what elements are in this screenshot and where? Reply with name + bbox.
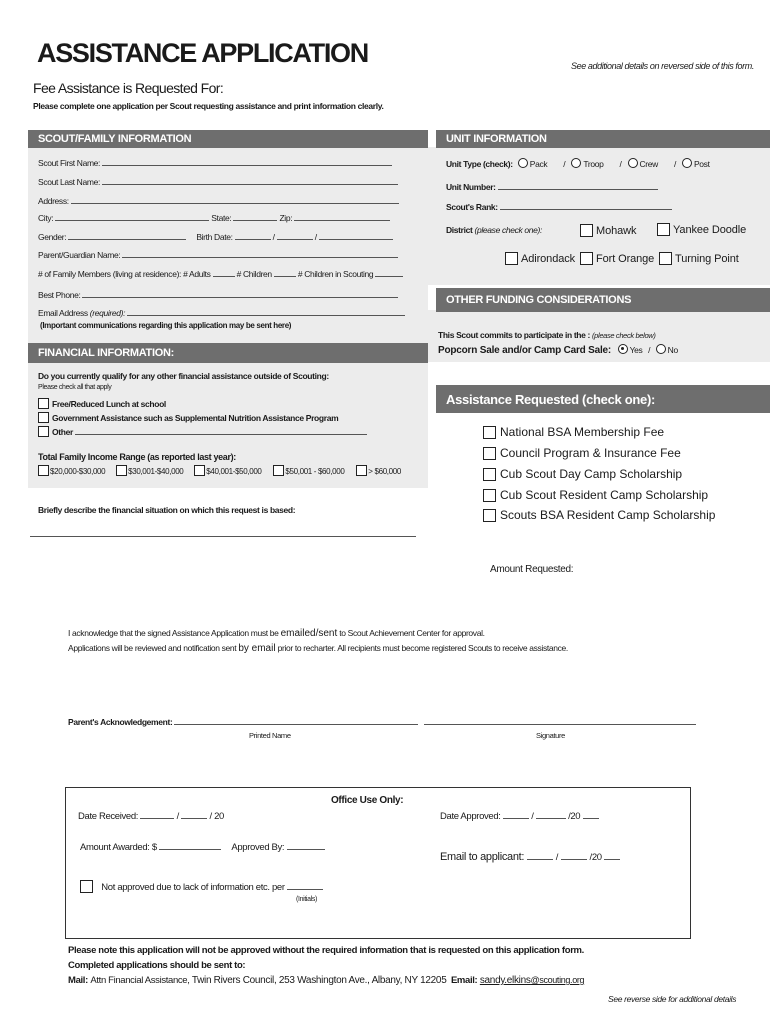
describe-label: Briefly describe the financial situation on which this request is based: — [38, 505, 296, 515]
form-subtitle: Fee Assistance is Requested For: — [33, 80, 224, 96]
funding-commit-label: This Scout commits to participate in the : — [438, 330, 591, 340]
state-label: State: — [211, 213, 232, 223]
family-members-field[interactable] — [38, 268, 403, 279]
checkbox-icon — [483, 489, 496, 502]
amount-awarded-field[interactable]: Amount Awarded: $ Approved By: — [80, 841, 325, 853]
zip-label: Zip: — [279, 213, 293, 223]
income-range-1[interactable]: $20,000-$30,000 — [38, 467, 105, 476]
district-hint: (please check one): — [474, 225, 543, 235]
income-range-label: Total Family Income Range (as reported last year): — [38, 452, 236, 462]
parent-ack-row[interactable] — [68, 716, 696, 727]
parent-ack-label: Parent's Acknowledgement: — [68, 717, 173, 727]
assistance-item-5[interactable]: Scouts BSA Resident Camp Scholarship — [483, 508, 715, 522]
radio-icon — [628, 158, 638, 168]
popcorn-label: Popcorn Sale and/or Camp Card Sale: — [438, 345, 612, 356]
gender-label: Gender: — [38, 232, 67, 242]
not-approved-field[interactable]: Not approved due to lack of information etc. per — [80, 880, 323, 893]
parent-guardian-label: Parent/Guardian Name: — [38, 250, 121, 260]
page-title: ASSISTANCE APPLICATION — [37, 38, 368, 68]
email-label: Email Address — [38, 308, 88, 318]
assistance-band: Assistance Requested (check one): — [436, 385, 770, 413]
check-all-hint: Please check all that apply — [38, 384, 112, 391]
unit-type-crew[interactable]: Crew — [628, 159, 658, 169]
unit-type-post[interactable]: Post — [682, 159, 710, 169]
funding-band: OTHER FUNDING CONSIDERATIONS — [436, 288, 770, 312]
checkbox-icon — [273, 465, 284, 476]
scout-last-name-label: Scout Last Name: — [38, 177, 100, 187]
income-range-2[interactable]: $30,001-$40,000 — [116, 467, 183, 476]
checkbox-icon — [659, 252, 672, 265]
funding-commit-row — [438, 330, 655, 340]
district-label: District — [446, 225, 473, 235]
district-adirondack[interactable]: Adirondack — [505, 252, 575, 265]
checkbox-icon — [505, 252, 518, 265]
checkbox-icon — [580, 224, 593, 237]
checkbox-icon — [38, 465, 49, 476]
income-range-4[interactable]: $50,001 - $60,000 — [273, 467, 344, 476]
printed-name-caption: Printed Name — [249, 731, 291, 740]
birth-date-label: Birth Date: — [196, 232, 233, 242]
radio-selected-icon — [618, 344, 628, 354]
describe-input-line[interactable] — [30, 536, 416, 537]
checkbox-icon — [483, 426, 496, 439]
scout-first-name-field[interactable] — [38, 157, 392, 168]
reverse-side-footer: See reverse side for additional details — [608, 994, 737, 1004]
office-use-title: Office Use Only: — [331, 795, 404, 806]
signature-caption: Signature — [536, 731, 565, 740]
financial-option-other[interactable]: Other — [38, 426, 367, 437]
financial-option-government[interactable]: Government Assistance such as Supplemental Nutrition Assistance Program — [38, 412, 338, 423]
checkbox-icon — [38, 398, 49, 409]
email-required-label: (required): — [89, 308, 126, 318]
footer-note-2: Completed applications should be sent to: — [68, 960, 246, 971]
best-phone-field[interactable] — [38, 289, 398, 300]
unit-number-field[interactable] — [446, 181, 658, 192]
best-phone-label: Best Phone: — [38, 290, 81, 300]
scout-last-name-field[interactable] — [38, 176, 398, 187]
scout-rank-field[interactable] — [446, 201, 672, 212]
children-label: # Children — [236, 269, 272, 279]
checkbox-icon — [38, 426, 49, 437]
checkbox-icon — [80, 880, 93, 893]
popcorn-no[interactable]: No — [656, 345, 678, 356]
email-field[interactable] — [38, 307, 405, 318]
district-label-row — [446, 225, 542, 235]
district-yankee-doodle[interactable]: Yankee Doodle — [657, 223, 746, 236]
date-received-field[interactable]: Date Received: / / 20 — [78, 811, 224, 822]
checkbox-icon — [483, 447, 496, 460]
mail-address-row: Mail: Attn Financial Assistance, Twin Rivers Council, 253 Washington Ave., Albany, NY 12205 Email: sandy.elkins@scouting.org — [68, 975, 585, 986]
district-fort-orange[interactable]: Fort Orange — [580, 252, 654, 265]
financial-option-lunch[interactable]: Free/Reduced Lunch at school — [38, 398, 166, 409]
district-turning-point[interactable]: Turning Point — [659, 252, 739, 265]
parent-guardian-field[interactable] — [38, 249, 398, 260]
assistance-item-1[interactable]: National BSA Membership Fee — [483, 425, 664, 439]
assistance-item-3[interactable]: Cub Scout Day Camp Scholarship — [483, 467, 682, 481]
email-applicant-field[interactable]: Email to applicant: / /20 — [440, 851, 620, 863]
initials-caption: (Initials) — [296, 896, 318, 903]
form-instruction: Please complete one application per Scout requesting assistance and print information clearly. — [33, 101, 384, 111]
radio-icon — [571, 158, 581, 168]
checkbox-icon — [116, 465, 127, 476]
popcorn-row: Popcorn Sale and/or Camp Card Sale: Yes / No — [438, 345, 678, 356]
financial-question: Do you currently qualify for any other financial assistance outside of Scouting: — [38, 371, 329, 381]
financial-band: FINANCIAL INFORMATION: — [28, 343, 428, 363]
scout-first-name-label: Scout First Name: — [38, 158, 101, 168]
address-field[interactable] — [38, 195, 399, 206]
contact-email-link[interactable]: sandy.elkins@scouting.org — [479, 975, 585, 986]
income-range-3[interactable]: $40,001-$50,000 — [194, 467, 261, 476]
popcorn-yes[interactable]: Yes — [618, 345, 643, 356]
checkbox-icon — [356, 465, 367, 476]
footer-note-1: Please note this application will not be approved without the required information that is requested on this application form. — [68, 945, 584, 956]
unit-number-label: Unit Number: — [446, 182, 496, 192]
checkbox-icon — [194, 465, 205, 476]
checkbox-icon — [657, 223, 670, 236]
city-state-zip-field[interactable] — [38, 212, 390, 223]
gender-birthdate-field[interactable]: Gender: Birth Date: / / — [38, 231, 393, 242]
unit-type-pack[interactable]: Pack — [518, 159, 548, 169]
scout-rank-label: Scout's Rank: — [446, 202, 498, 212]
city-label: City: — [38, 213, 54, 223]
reverse-side-note: See additional details on reversed side of this form. — [571, 61, 754, 71]
district-mohawk[interactable]: Mohawk — [580, 224, 636, 237]
scout-family-band: SCOUT/FAMILY INFORMATION — [28, 130, 428, 148]
checkbox-icon — [483, 468, 496, 481]
address-label: Address: — [38, 196, 69, 206]
unit-info-band: UNIT INFORMATION — [436, 130, 770, 148]
ack-line-1: I acknowledge that the signed Assistance Application must be emailed/sent to Scout Achievement Center for approval. — [68, 628, 485, 639]
children-scouting-label: # Children in Scouting — [297, 269, 374, 279]
unit-type-troop[interactable]: Troop — [571, 159, 603, 169]
checkbox-icon — [38, 412, 49, 423]
unit-type-label: Unit Type (check): — [446, 159, 513, 169]
email-note: (Important communications regarding this application may be sent here) — [40, 321, 292, 330]
income-range-5[interactable]: > $60,000 — [356, 467, 401, 476]
amount-requested-label: Amount Requested: — [490, 564, 574, 575]
radio-icon — [656, 344, 666, 354]
checkbox-icon — [483, 509, 496, 522]
radio-icon — [682, 158, 692, 168]
funding-commit-hint: (please check below) — [592, 331, 656, 340]
assistance-item-2[interactable]: Council Program & Insurance Fee — [483, 446, 681, 460]
radio-icon — [518, 158, 528, 168]
date-approved-field[interactable]: Date Approved: / /20 — [440, 810, 599, 822]
income-range-row — [38, 465, 401, 476]
assistance-item-4[interactable]: Cub Scout Resident Camp Scholarship — [483, 488, 708, 502]
checkbox-icon — [580, 252, 593, 265]
unit-type-row: Unit Type (check): Pack / Troop / Crew / Post — [446, 159, 710, 169]
adults-label: # of Family Members (living at residence): # Adults — [38, 269, 211, 279]
ack-line-2: Applications will be reviewed and notification sent by email prior to recharter. All recipients must become registered Scouts to receive assistance. — [68, 643, 568, 654]
